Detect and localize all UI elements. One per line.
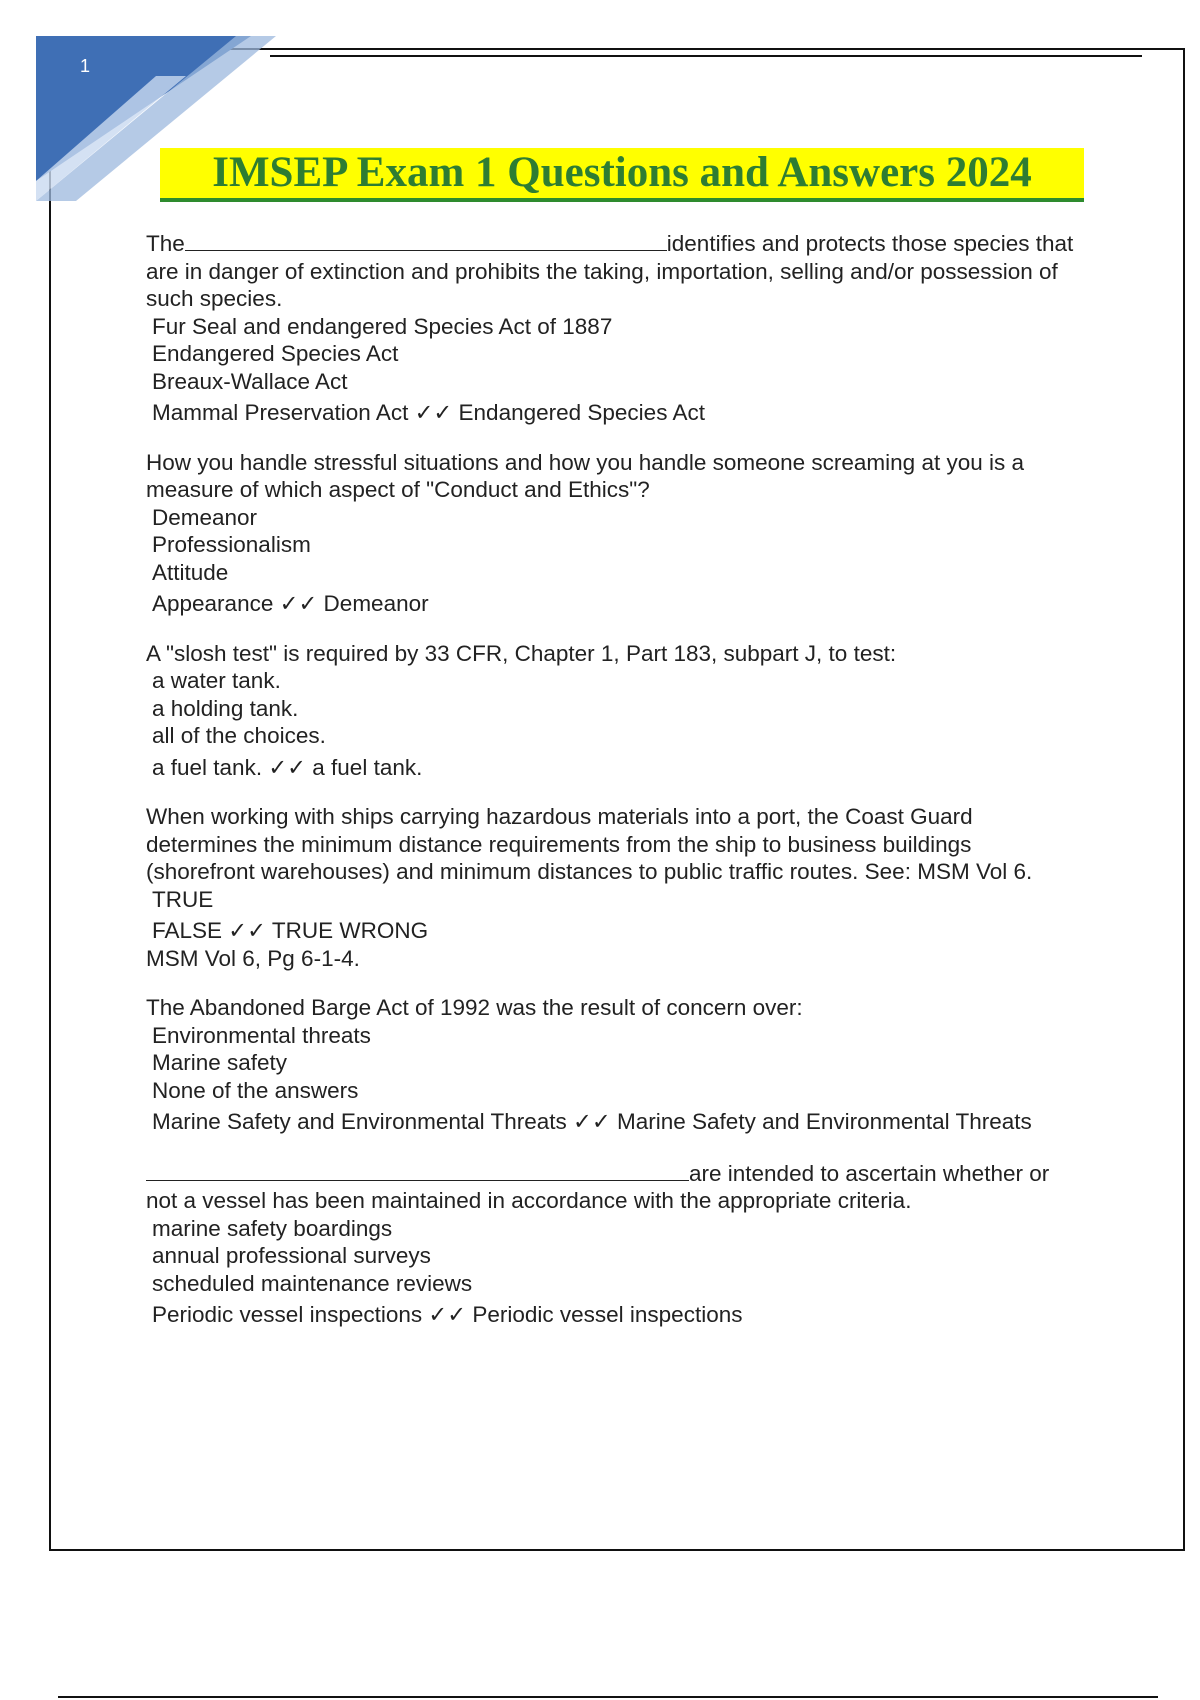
question-text: How you handle stressful situations and how you handle someone screaming at you is a measure of which aspect of "Conduct and Ethics"? bbox=[146, 449, 1025, 502]
question-text: A "slosh test" is required by 33 CFR, Chapter 1, Part 183, subpart J, to test: bbox=[146, 640, 897, 666]
question-6 bbox=[146, 1158, 1076, 1329]
answer-option: a holding tank. bbox=[152, 695, 299, 721]
answer-option: Demeanor bbox=[152, 504, 258, 530]
answer-option: Marine safety bbox=[152, 1050, 288, 1075]
answer-option-with-answer: a fuel tank. ✓✓ a fuel tank. bbox=[152, 754, 423, 780]
answer-option: a water tank. bbox=[152, 668, 281, 693]
answer-option: Endangered Species Act bbox=[152, 341, 399, 366]
question-4 bbox=[146, 803, 1076, 972]
question-text bbox=[146, 228, 1076, 313]
question-text bbox=[146, 1158, 1076, 1215]
fill-in-blank bbox=[146, 1158, 689, 1181]
answer-option: scheduled maintenance reviews bbox=[152, 1270, 473, 1296]
answer-option: Environmental threats bbox=[152, 1022, 371, 1048]
answer-option: marine safety boardings bbox=[152, 1215, 393, 1241]
question-1 bbox=[146, 228, 1076, 427]
answer-option-with-answer: Appearance ✓✓ Demeanor bbox=[152, 591, 429, 616]
question-text-end: are intended to ascertain whether or not a vessel has been maintained in accordance with the appropriate criteria. bbox=[146, 1160, 1050, 1213]
question-5 bbox=[146, 994, 1076, 1136]
footer-rule bbox=[58, 1696, 1158, 1698]
answer-option: Fur Seal and endangered Species Act of 1887 bbox=[152, 313, 613, 339]
answer-option-with-answer: Mammal Preservation Act ✓✓ Endangered Species Act bbox=[152, 400, 705, 425]
answer-option: annual professional surveys bbox=[152, 1243, 431, 1268]
title-highlight bbox=[160, 148, 1084, 202]
question-text: When working with ships carrying hazardous materials into a port, the Coast Guard determines the minimum distance requirements from the ship to business buildings (shorefront warehouses) and minimum distances to public traffic routes. See: MSM Vol 6. bbox=[146, 804, 1033, 884]
question-list bbox=[146, 228, 1076, 1351]
answer-option: Attitude bbox=[152, 559, 229, 585]
answer-option: TRUE bbox=[152, 886, 214, 912]
answer-option-with-answer: FALSE ✓✓ TRUE WRONG bbox=[152, 918, 429, 943]
question-text: The Abandoned Barge Act of 1992 was the result of concern over: bbox=[146, 995, 803, 1020]
question-text-start: The bbox=[146, 231, 185, 256]
fill-in-blank bbox=[185, 228, 667, 251]
question-text-end: identifies and protects those species that are in danger of extinction and prohibits the taking, importation, selling and/or possession of such species. bbox=[146, 231, 1074, 311]
answer-option: Breaux-Wallace Act bbox=[152, 368, 348, 394]
document-title: IMSEP Exam 1 Questions and Answers 2024 bbox=[212, 149, 1032, 196]
header-rule bbox=[270, 55, 1142, 57]
page-number: 1 bbox=[80, 56, 91, 76]
answer-option: all of the choices. bbox=[152, 723, 326, 748]
answer-option: None of the answers bbox=[152, 1077, 359, 1103]
answer-option-with-answer: Marine Safety and Environmental Threats ✓✓ Marine Safety and Environmental Threats bbox=[152, 1109, 1032, 1134]
question-3 bbox=[146, 640, 1076, 782]
answer-option: Professionalism bbox=[152, 532, 311, 557]
reference-note: MSM Vol 6, Pg 6-1-4. bbox=[146, 945, 360, 971]
question-2 bbox=[146, 449, 1076, 618]
answer-option-with-answer: Periodic vessel inspections ✓✓ Periodic vessel inspections bbox=[152, 1302, 743, 1327]
